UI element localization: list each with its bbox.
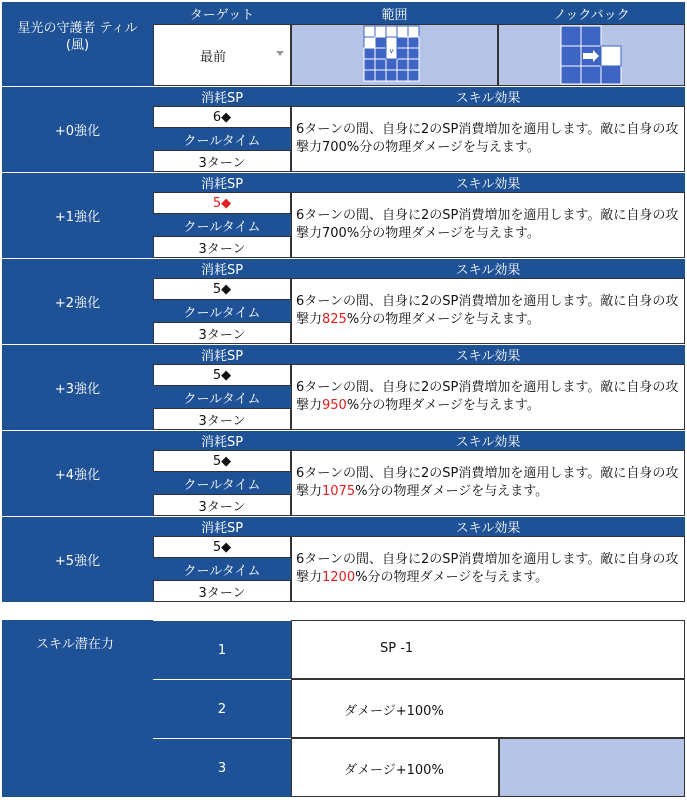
knockback-area bbox=[498, 24, 685, 86]
damage-multiplier: 1075 bbox=[322, 484, 356, 499]
potential-num-2: 2 bbox=[153, 679, 291, 738]
character-name-cell bbox=[2, 2, 153, 86]
cooldown-header: クールタイム bbox=[153, 386, 291, 408]
effect-description: 6ターンの間、自身に2のSP消費増加を適用します。敵に自身の攻撃力825%分の物理ダメージを与えます。 bbox=[291, 278, 685, 344]
damage-multiplier: 1200 bbox=[322, 570, 356, 585]
cooldown-value: 3ターン bbox=[153, 150, 291, 172]
range-header: 範囲 bbox=[291, 2, 498, 24]
character-name: 星光の守護者 ティル bbox=[17, 21, 138, 36]
level-label: +1強化 bbox=[54, 210, 101, 225]
sp-number: 5 bbox=[212, 367, 222, 383]
cooldown-value: 3ターン bbox=[153, 236, 291, 258]
cooldown-value: 3ターン bbox=[153, 322, 291, 344]
potential-effect-1: SP -1 bbox=[291, 620, 685, 679]
effect-header: スキル効果 bbox=[291, 430, 685, 450]
sp-number: 5 bbox=[212, 453, 222, 469]
damage-multiplier: 825 bbox=[322, 312, 347, 327]
character-element: (風) bbox=[65, 38, 90, 53]
effect-description: 6ターンの間、自身に2のSP消費増加を適用します。敵に自身の攻撃力700%分の物理ダメージを与えます。 bbox=[291, 192, 685, 258]
sp-value bbox=[153, 192, 291, 214]
potential-effect-2: ダメージ+100% bbox=[291, 679, 685, 738]
sp-header: 消耗SP bbox=[153, 258, 291, 278]
knockback-grid-icon bbox=[498, 24, 685, 86]
effect-header: スキル効果 bbox=[291, 344, 685, 364]
sp-header: 消耗SP bbox=[153, 172, 291, 192]
diamond-icon: ◆ bbox=[221, 539, 232, 555]
cooldown-value: 3ターン bbox=[153, 408, 291, 430]
cooldown-header: クールタイム bbox=[153, 558, 291, 580]
sp-number: 6 bbox=[212, 109, 222, 125]
potential-label: スキル潜在力 bbox=[36, 637, 114, 652]
potential-label-cell bbox=[2, 620, 153, 797]
damage-multiplier: 700 bbox=[322, 226, 347, 241]
level-label-cell bbox=[2, 344, 153, 430]
cooldown-header: クールタイム bbox=[153, 300, 291, 322]
sp-number: 5 bbox=[212, 281, 222, 297]
diamond-icon: ◆ bbox=[221, 367, 232, 383]
level-label: +3強化 bbox=[54, 382, 101, 397]
cooldown-header: クールタイム bbox=[153, 214, 291, 236]
sp-header: 消耗SP bbox=[153, 86, 291, 106]
target-header: ターゲット bbox=[153, 2, 291, 24]
effect-header: スキル効果 bbox=[291, 86, 685, 106]
sp-value bbox=[153, 106, 291, 128]
effect-description: 6ターンの間、自身に2のSP消費増加を適用します。敵に自身の攻撃力700%分の物理ダメージを与えます。 bbox=[291, 106, 685, 172]
diamond-icon: ◆ bbox=[221, 195, 232, 211]
sp-number: 5 bbox=[212, 195, 222, 211]
potential-empty-cell bbox=[499, 738, 685, 797]
chevron-down-icon[interactable] bbox=[276, 51, 284, 56]
level-label-cell bbox=[2, 516, 153, 602]
range-grid-icon bbox=[291, 24, 498, 86]
sp-value bbox=[153, 536, 291, 558]
target-value: 最前 bbox=[200, 50, 227, 65]
sp-value bbox=[153, 450, 291, 472]
sp-value bbox=[153, 364, 291, 386]
cooldown-value: 3ターン bbox=[153, 580, 291, 602]
sp-header: 消耗SP bbox=[153, 430, 291, 450]
potential-num-3: 3 bbox=[153, 738, 291, 797]
level-label: +2強化 bbox=[54, 296, 101, 311]
sp-header: 消耗SP bbox=[153, 344, 291, 364]
effect-header: スキル効果 bbox=[291, 172, 685, 192]
level-label: +4強化 bbox=[54, 468, 101, 483]
damage-multiplier: 950 bbox=[322, 398, 347, 413]
effect-description: 6ターンの間、自身に2のSP消費増加を適用します。敵に自身の攻撃力1200%分の物理ダメージを与えます。 bbox=[291, 536, 685, 602]
level-label-cell bbox=[2, 430, 153, 516]
sp-value bbox=[153, 278, 291, 300]
effect-description: 6ターンの間、自身に2のSP消費増加を適用します。敵に自身の攻撃力950%分の物理ダメージを与えます。 bbox=[291, 364, 685, 430]
cooldown-header: クールタイム bbox=[153, 128, 291, 150]
level-label: +5強化 bbox=[54, 554, 101, 569]
sp-header: 消耗SP bbox=[153, 516, 291, 536]
diamond-icon: ◆ bbox=[221, 281, 232, 297]
potential-effect-3: ダメージ+100% bbox=[291, 738, 499, 797]
diamond-icon: ◆ bbox=[221, 453, 232, 469]
cooldown-value: 3ターン bbox=[153, 494, 291, 516]
level-label-cell bbox=[2, 86, 153, 172]
damage-multiplier: 700 bbox=[322, 140, 347, 155]
range-target-marker: v bbox=[389, 47, 394, 55]
target-select[interactable] bbox=[153, 24, 291, 86]
effect-header: スキル効果 bbox=[291, 516, 685, 536]
potential-num-1: 1 bbox=[153, 620, 291, 679]
knockback-header: ノックバック bbox=[498, 2, 685, 24]
range-area bbox=[291, 24, 498, 86]
effect-description: 6ターンの間、自身に2のSP消費増加を適用します。敵に自身の攻撃力1075%分の物理ダメージを与えます。 bbox=[291, 450, 685, 516]
level-label-cell bbox=[2, 258, 153, 344]
effect-header: スキル効果 bbox=[291, 258, 685, 278]
diamond-icon: ◆ bbox=[221, 109, 232, 125]
level-label-cell bbox=[2, 172, 153, 258]
cooldown-header: クールタイム bbox=[153, 472, 291, 494]
level-label: +0強化 bbox=[54, 124, 101, 139]
sp-number: 5 bbox=[212, 539, 222, 555]
